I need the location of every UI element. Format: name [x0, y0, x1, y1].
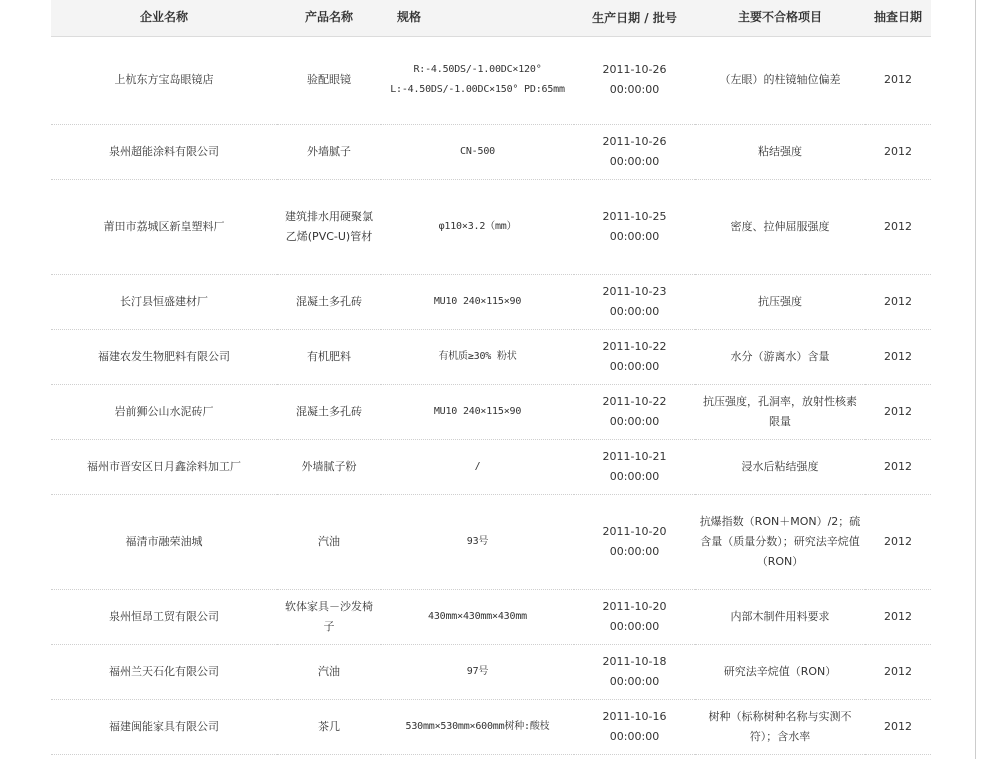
- table-row: [51, 589, 931, 644]
- cell-spec: MU10 240×115×90: [381, 384, 574, 439]
- cell-company: 福清市融荣油城: [51, 494, 277, 589]
- cell-issues: （左眼）的柱镜轴位偏差: [695, 36, 865, 124]
- cell-spec: 97号: [381, 644, 574, 699]
- cell-date: 2011-10-23 00:00:00: [574, 274, 695, 329]
- header-date: 生产日期 / 批号: [574, 0, 695, 36]
- table-row: [51, 494, 931, 589]
- cell-product: 混凝土多孔砖: [277, 274, 381, 329]
- cell-issues: 抗压强度，孔洞率，放射性核素限量: [695, 384, 865, 439]
- cell-company: 岩前狮公山水泥砖厂: [51, 384, 277, 439]
- cell-issues: 抗爆指数（RON＋MON）/2；硫含量（质量分数）；研究法辛烷值（RON）: [695, 494, 865, 589]
- cell-date: 2011-10-22 00:00:00: [574, 329, 695, 384]
- cell-product: 汽油: [277, 644, 381, 699]
- cell-inspect-date: 2012: [865, 36, 931, 124]
- cell-issues: 抗压强度: [695, 274, 865, 329]
- header-issues: 主要不合格项目: [695, 0, 865, 36]
- cell-date: 2011-10-26 00:00:00: [574, 36, 695, 124]
- cell-issues: 水分（游离水）含量: [695, 329, 865, 384]
- cell-date: 2011-10-26 00:00:00: [574, 124, 695, 179]
- cell-company: 泉州超能涂料有限公司: [51, 124, 277, 179]
- header-inspect-date: 抽查日期: [865, 0, 931, 36]
- header-row: [51, 0, 931, 36]
- table-row: [51, 274, 931, 329]
- cell-date: 2011-10-21 00:00:00: [574, 439, 695, 494]
- table-row: [51, 36, 931, 124]
- cell-spec: φ110×3.2（mm）: [381, 179, 574, 274]
- cell-product: 验配眼镜: [277, 36, 381, 124]
- page-right-border: [975, 0, 976, 759]
- table-row: [51, 384, 931, 439]
- cell-inspect-date: 2012: [865, 494, 931, 589]
- cell-issues: 内部木制件用料要求: [695, 589, 865, 644]
- cell-inspect-date: 2012: [865, 179, 931, 274]
- cell-product: 软体家具－沙发椅子: [277, 589, 381, 644]
- table-row: [51, 439, 931, 494]
- cell-inspect-date: 2012: [865, 644, 931, 699]
- table-row: [51, 179, 931, 274]
- cell-spec: /: [381, 439, 574, 494]
- table-row: [51, 329, 931, 384]
- cell-inspect-date: 2012: [865, 274, 931, 329]
- cell-product: 茶几: [277, 699, 381, 754]
- table-row: [51, 644, 931, 699]
- header-company: 企业名称: [51, 0, 277, 36]
- cell-product: 有机肥料: [277, 329, 381, 384]
- cell-company: 长汀县恒盛建材厂: [51, 274, 277, 329]
- cell-date: 2011-10-18 00:00:00: [574, 644, 695, 699]
- cell-issues: 粘结强度: [695, 124, 865, 179]
- cell-date: 2011-10-25 00:00:00: [574, 179, 695, 274]
- cell-date: 2011-10-22 00:00:00: [574, 384, 695, 439]
- cell-date: 2011-10-20 00:00:00: [574, 589, 695, 644]
- cell-inspect-date: 2012: [865, 699, 931, 754]
- cell-date: 2011-10-16 00:00:00: [574, 699, 695, 754]
- cell-product: 混凝土多孔砖: [277, 384, 381, 439]
- cell-inspect-date: 2012: [865, 329, 931, 384]
- cell-product: 建筑排水用硬聚氯乙烯(PVC-U)管材: [277, 179, 381, 274]
- cell-company: 福建闽能家具有限公司: [51, 699, 277, 754]
- cell-issues: 浸水后粘结强度: [695, 439, 865, 494]
- table-body: [51, 36, 931, 754]
- cell-product: 外墙腻子粉: [277, 439, 381, 494]
- cell-spec: 430mm×430mm×430mm: [381, 589, 574, 644]
- cell-spec: 530mm×530mm×600mm树种:酸枝: [381, 699, 574, 754]
- cell-inspect-date: 2012: [865, 124, 931, 179]
- cell-issues: 研究法辛烷值（RON）: [695, 644, 865, 699]
- cell-spec: R:-4.50DS/-1.00DC×120° L:-4.50DS/-1.00DC×150° PD:65mm: [381, 36, 574, 124]
- inspection-results-table: [51, 0, 931, 755]
- table-row: [51, 699, 931, 754]
- header-spec: 规格: [381, 0, 574, 36]
- cell-company: 莆田市荔城区新皇塑料厂: [51, 179, 277, 274]
- cell-company: 泉州恒昂工贸有限公司: [51, 589, 277, 644]
- cell-company: 上杭东方宝岛眼镜店: [51, 36, 277, 124]
- cell-company: 福州兰天石化有限公司: [51, 644, 277, 699]
- cell-product: 汽油: [277, 494, 381, 589]
- cell-inspect-date: 2012: [865, 384, 931, 439]
- cell-inspect-date: 2012: [865, 589, 931, 644]
- cell-spec: 有机质≥30% 粉状: [381, 329, 574, 384]
- cell-issues: 树种（标称树种名称与实测不符）；含水率: [695, 699, 865, 754]
- cell-inspect-date: 2012: [865, 439, 931, 494]
- cell-spec: CN-500: [381, 124, 574, 179]
- cell-company: 福州市晋安区日月鑫涂料加工厂: [51, 439, 277, 494]
- table-header: [51, 0, 931, 36]
- header-product: 产品名称: [277, 0, 381, 36]
- cell-spec: MU10 240×115×90: [381, 274, 574, 329]
- cell-company: 福建农发生物肥料有限公司: [51, 329, 277, 384]
- cell-issues: 密度、拉伸屈服强度: [695, 179, 865, 274]
- cell-product: 外墙腻子: [277, 124, 381, 179]
- cell-date: 2011-10-20 00:00:00: [574, 494, 695, 589]
- cell-spec: 93号: [381, 494, 574, 589]
- table-row: [51, 124, 931, 179]
